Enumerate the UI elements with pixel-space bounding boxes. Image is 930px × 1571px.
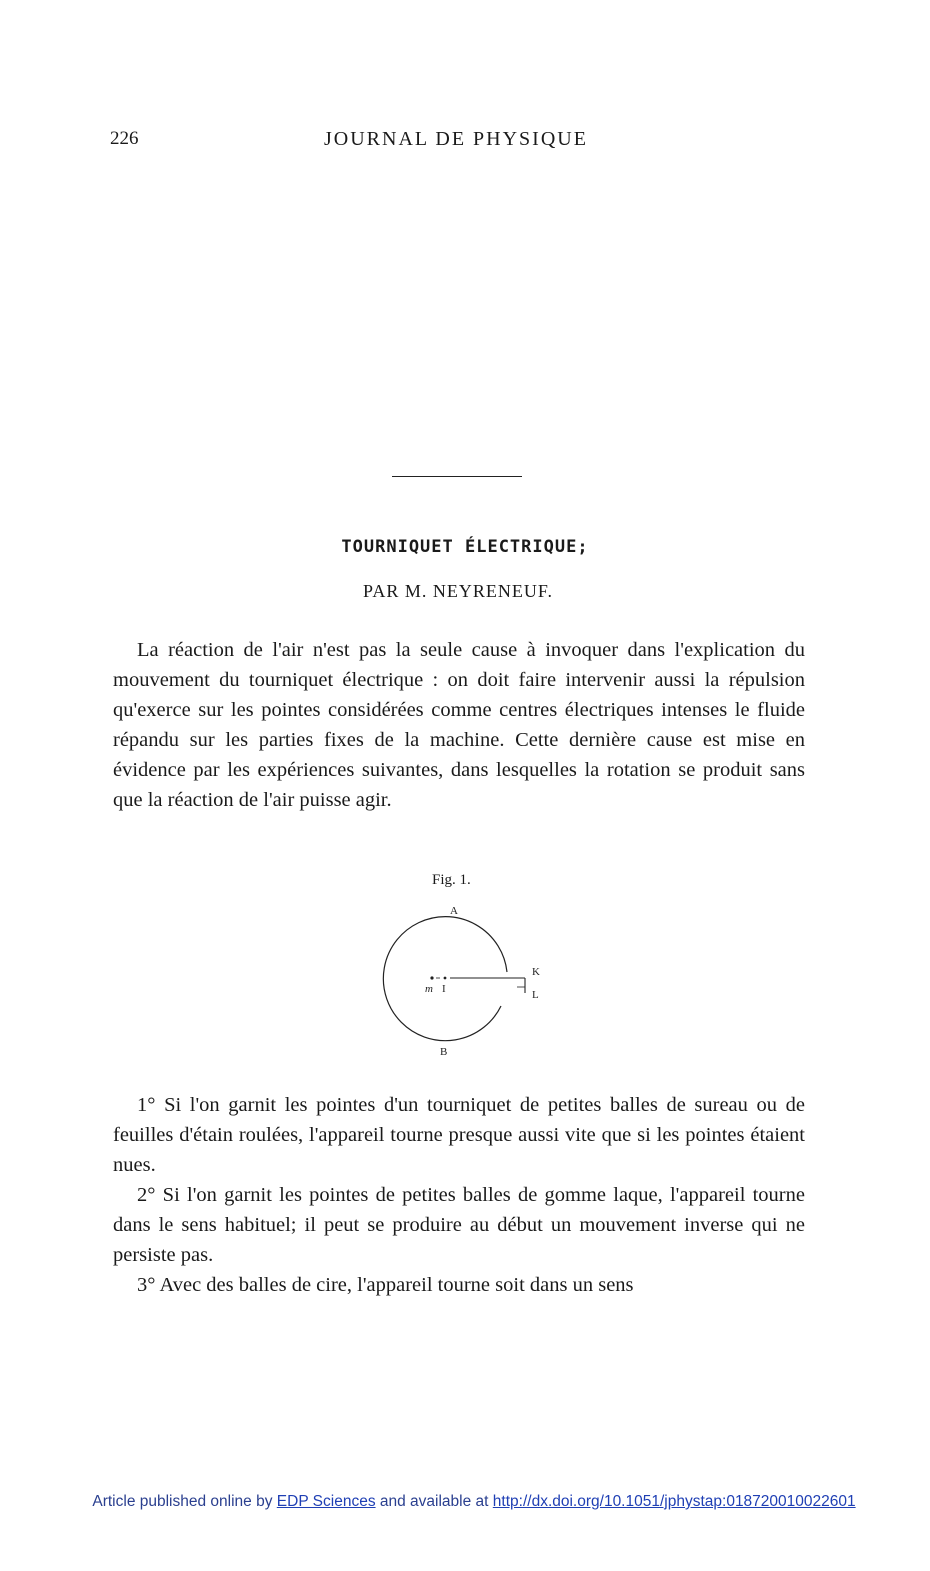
- figure-label-a: A: [450, 905, 458, 917]
- article-title: TOURNIQUET ÉLECTRIQUE;: [341, 537, 589, 557]
- figure-pivot-dot: [444, 977, 447, 980]
- intro-paragraph: La réaction de l'air n'est pas la seule cause à invoquer dans l'explication du mouvement du tourniquet électrique : on doit faire intervenir aussi la répulsion qu'exerce sur les pointes considérées comme centres électriques intenses le fluide répandu sur les parties fixes de la machine. Cette dernière cause est mise en évidence par les expériences suivantes, dans lesquelles la rotation se produit sans que la réaction de l'air puisse agir.: [113, 639, 805, 811]
- intro-section: [113, 635, 805, 815]
- experiment-2: 2° Si l'on garnit les pointes de petites balles de gomme laque, l'appareil tourne dans le sens habituel; il peut se produire au début un mouvement inverse qui ne persiste pas.: [113, 1184, 805, 1266]
- running-head: [110, 128, 810, 156]
- footer-middle: and available at: [379, 1493, 489, 1510]
- figure-label-l: L: [532, 989, 539, 1001]
- publisher-link[interactable]: EDP Sciences: [276, 1493, 376, 1510]
- experiments-section: [113, 1090, 805, 1300]
- figure-label-m: m: [425, 983, 433, 995]
- figure-label-k: K: [532, 966, 540, 978]
- figure-center-dot: [430, 976, 433, 979]
- title-rule: [392, 476, 522, 477]
- journal-title: JOURNAL DE PHYSIQUE: [324, 128, 588, 150]
- publication-footer: [0, 1493, 930, 1511]
- footer-prefix: Article published online by: [92, 1493, 273, 1510]
- page-number: 226: [110, 128, 139, 149]
- experiment-3: 3° Avec des balles de cire, l'appareil tourne soit dans un sens: [137, 1274, 634, 1296]
- figure-label-b: B: [440, 1046, 448, 1058]
- figure-caption: Fig. 1.: [432, 872, 471, 888]
- experiment-1: 1° Si l'on garnit les pointes d'un tourniquet de petites balles de sureau ou de feuilles d'étain roulées, l'appareil tourne presque aussi vite que si les pointes étaient nues.: [113, 1094, 805, 1176]
- figure-label-i: I: [442, 983, 446, 995]
- tourniquet-figure: [370, 898, 550, 1063]
- doi-link[interactable]: http://dx.doi.org/10.1051/jphystap:018720010022601: [492, 1493, 856, 1510]
- article-author: PAR M. NEYRENEUF.: [363, 581, 553, 601]
